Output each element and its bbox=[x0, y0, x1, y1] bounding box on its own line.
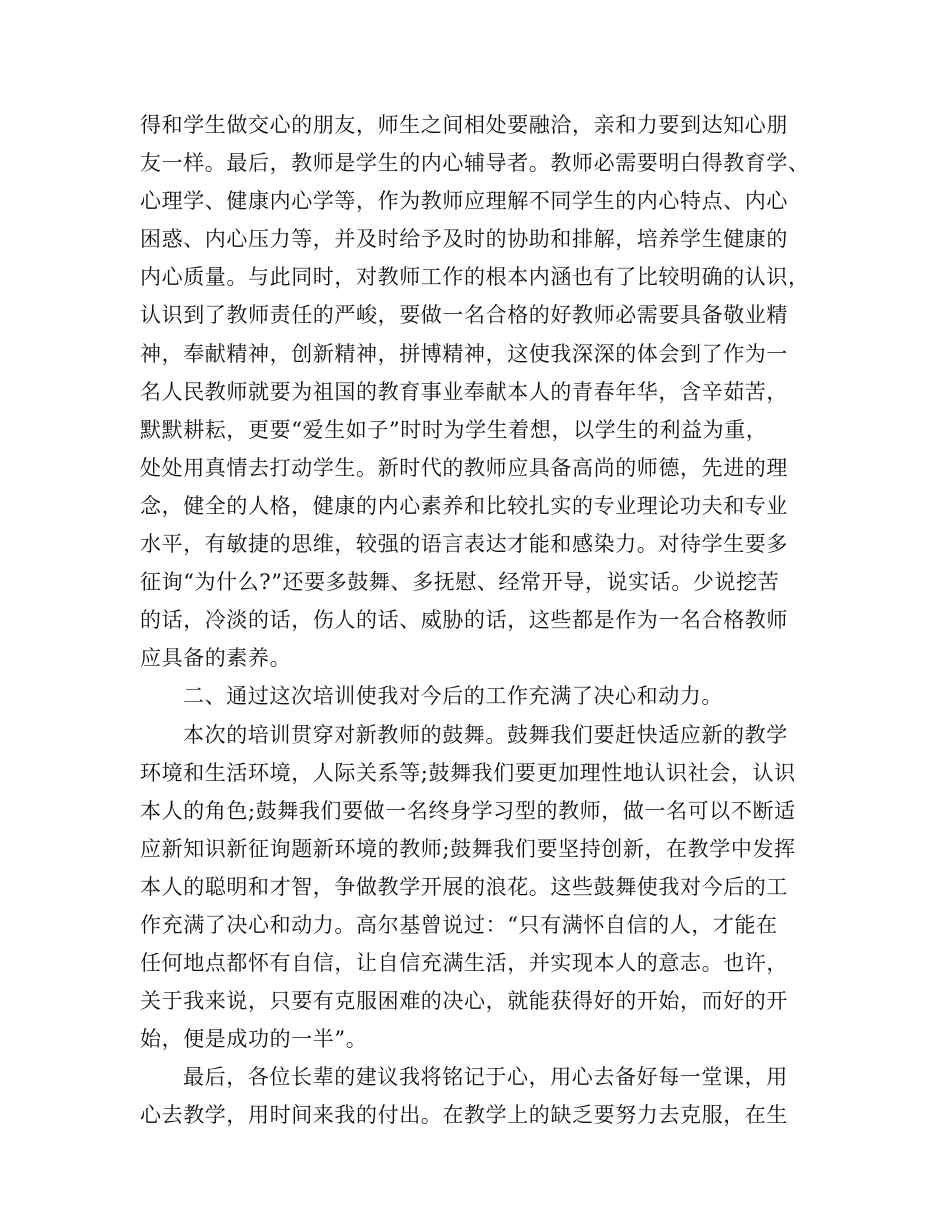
text-line: 水平，有敏捷的思维，较强的语言表达才能和感染力。对待学生要多 bbox=[140, 532, 788, 557]
text-line: 的话，冷淡的话，伤人的话、威胁的话，这些都是作为一名合格教师 bbox=[140, 608, 788, 633]
text-line: 应具备的素养。 bbox=[140, 646, 292, 671]
text-line: 名人民教师就要为祖国的教育事业奉献本人的青春年华，含辛茹苦， bbox=[140, 379, 788, 404]
text-line: 环境和生活环境，人际关系等;鼓舞我们要更加理性地认识社会，认识 bbox=[140, 760, 796, 785]
text-line: 始，便是成功的一半”。 bbox=[140, 1027, 368, 1052]
text-line: 本次的培训贯穿对新教师的鼓舞。鼓舞我们要赶快适应新的教学 bbox=[183, 722, 788, 747]
document-body bbox=[140, 106, 820, 1135]
text-line: 念，健全的人格，健康的内心素养和比较扎实的专业理论功夫和专业 bbox=[140, 493, 788, 518]
text-line: 任何地点都怀有自信，让自信充满生活，并实现本人的意志。也许， bbox=[140, 951, 788, 976]
text-line: 默默耕耘，更要“爱生如子”时时为学生着想，以学生的利益为重， bbox=[140, 417, 768, 442]
text-line: 关于我来说，只要有克服困难的决心，就能获得好的开始，而好的开 bbox=[140, 989, 788, 1014]
text-line: 最后，各位长辈的建议我将铭记于心，用心去备好每一堂课，用 bbox=[183, 1065, 788, 1090]
text-line: 应新知识新征询题新环境的教师;鼓舞我们要坚持创新，在教学中发挥 bbox=[140, 836, 796, 861]
text-line: 心理学、健康内心学等，作为教师应理解不同学生的内心特点、内心 bbox=[140, 189, 788, 214]
text-line: 处处用真情去打动学生。新时代的教师应具备高尚的师德，先进的理 bbox=[140, 455, 788, 480]
text-line: 友一样。最后，教师是学生的内心辅导者。教师必需要明白得教育学、 bbox=[140, 151, 810, 176]
text-line: 得和学生做交心的朋友，师生之间相处要融洽，亲和力要到达知心朋 bbox=[140, 113, 788, 137]
text-line: 神，奉献精神，创新精神，拼博精神，这使我深深的体会到了作为一 bbox=[140, 341, 788, 366]
text-line: 认识到了教师责任的严峻，要做一名合格的好教师必需要具备敬业精 bbox=[140, 303, 788, 328]
text-line: 困惑、内心压力等，并及时给予及时的协助和排解，培养学生健康的 bbox=[140, 227, 788, 252]
text-line: 内心质量。与此同时，对教师工作的根本内涵也有了比较明确的认识， bbox=[140, 265, 810, 290]
section-heading: 二、通过这次培训使我对今后的工作充满了决心和动力。 bbox=[183, 684, 723, 709]
text-line: 本人的聪明和才智，争做教学开展的浪花。这些鼓舞使我对今后的工 bbox=[140, 874, 788, 899]
text-line: 作充满了决心和动力。高尔基曾说过：“只有满怀自信的人，才能在 bbox=[140, 912, 778, 937]
text-line: 征询“为什么?”还要多鼓舞、多抚慰、经常开导，说实话。少说挖苦 bbox=[140, 570, 780, 595]
text-line: 本人的角色;鼓舞我们要做一名终身学习型的教师，做一名可以不断适 bbox=[140, 798, 796, 823]
text-line: 心去教学，用时间来我的付出。在教学上的缺乏要努力去克服，在生 bbox=[140, 1103, 788, 1128]
